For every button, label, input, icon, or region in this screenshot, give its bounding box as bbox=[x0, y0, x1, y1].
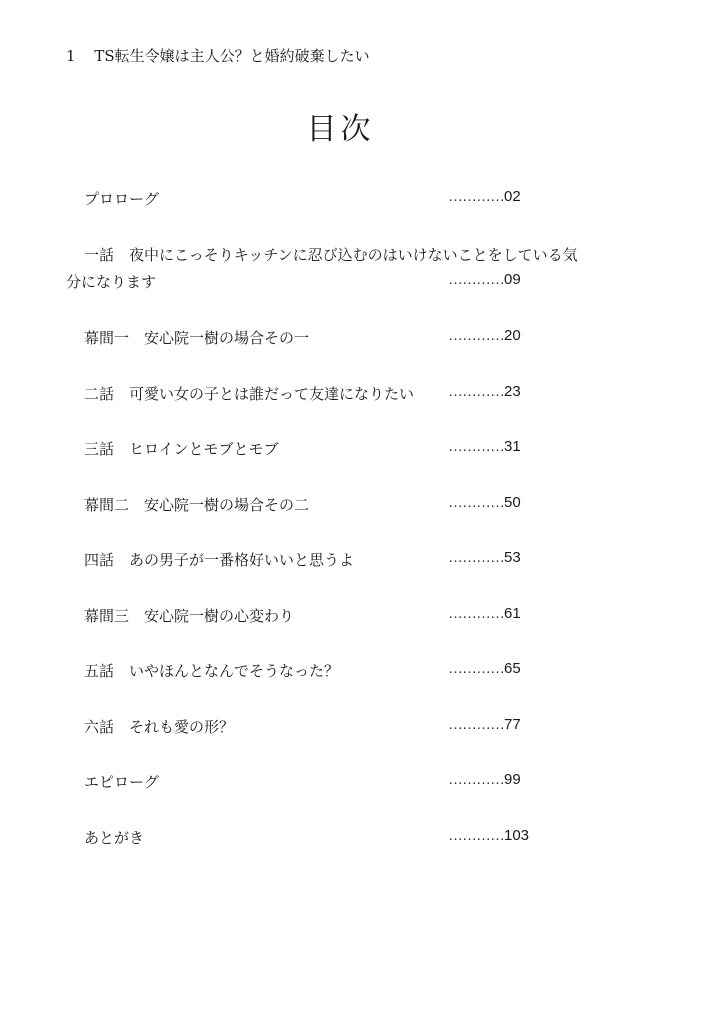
page-ref: 20 bbox=[504, 327, 521, 344]
page-ref: 53 bbox=[504, 549, 521, 566]
toc-entry-label: エピローグ bbox=[84, 773, 160, 791]
toc-entry-page bbox=[448, 327, 521, 344]
leader-dots: ………… bbox=[448, 605, 504, 622]
leader-dots: ………… bbox=[448, 494, 504, 511]
page-ref: 02 bbox=[504, 188, 521, 205]
toc-entry-page bbox=[448, 271, 521, 288]
leader-dots: ………… bbox=[448, 660, 504, 677]
toc-entry-label: 三話 ヒロインとモブとモブ bbox=[84, 440, 279, 458]
toc-entry-label-line2: 分になります bbox=[66, 273, 157, 291]
page-ref: 61 bbox=[504, 605, 521, 622]
running-header bbox=[66, 45, 370, 66]
toc-entry-label: 四話 あの男子が一番格好いいと思うよ bbox=[84, 551, 355, 569]
toc-entry-label: 幕間一 安心院一樹の場合その一 bbox=[84, 329, 310, 347]
toc-entry-label: 六話 それも愛の形？ bbox=[84, 718, 235, 736]
page-ref: 65 bbox=[504, 660, 521, 677]
toc-entry-label: 幕間二 安心院一樹の場合その二 bbox=[84, 496, 310, 514]
page-ref: 09 bbox=[504, 271, 521, 288]
toc-entry-label: あとがき bbox=[84, 829, 145, 847]
page-ref: 50 bbox=[504, 494, 521, 511]
page-ref: 77 bbox=[504, 716, 521, 733]
leader-dots: ………… bbox=[448, 549, 504, 566]
toc-entry-label: 幕間三 安心院一樹の心変わり bbox=[84, 607, 295, 625]
leader-dots: ………… bbox=[448, 327, 504, 344]
toc-entry-page bbox=[448, 605, 521, 622]
toc-entry-page bbox=[448, 383, 521, 400]
toc-entry-page bbox=[448, 660, 521, 677]
page-ref: 103 bbox=[504, 827, 530, 844]
leader-dots: ………… bbox=[448, 827, 504, 844]
page-ref: 99 bbox=[504, 771, 521, 788]
toc-entry-page bbox=[448, 549, 521, 566]
toc-entry-page bbox=[448, 438, 521, 455]
leader-dots: ………… bbox=[448, 383, 504, 400]
book-title: TS転生令嬢は主人公？と婚約破棄したい bbox=[94, 47, 370, 65]
toc-entry-page bbox=[448, 494, 521, 511]
page-ref: 23 bbox=[504, 383, 521, 400]
page-ref: 31 bbox=[504, 438, 521, 455]
leader-dots: ………… bbox=[448, 188, 504, 205]
toc-entry-page bbox=[448, 716, 521, 733]
leader-dots: ………… bbox=[448, 438, 504, 455]
toc-entry-page bbox=[448, 771, 521, 788]
page-title: 目次 bbox=[306, 112, 375, 147]
page-number: 1 bbox=[66, 47, 76, 65]
toc-entry-label: 二話 可愛い女の子とは誰だって友達になりたい bbox=[84, 385, 415, 403]
toc-entry-label: 五話 いやほんとなんでそうなった？ bbox=[84, 662, 340, 680]
leader-dots: ………… bbox=[448, 716, 504, 733]
leader-dots: ………… bbox=[448, 271, 504, 288]
toc-entry-page bbox=[448, 827, 529, 844]
toc-entry-page bbox=[448, 188, 521, 205]
toc-entry-label: プロローグ bbox=[84, 190, 160, 208]
toc-entry-label-line1: 一話 夜中にこっそりキッチンに忍び込むのはいけないことをしている気 bbox=[84, 246, 578, 264]
leader-dots: ………… bbox=[448, 771, 504, 788]
